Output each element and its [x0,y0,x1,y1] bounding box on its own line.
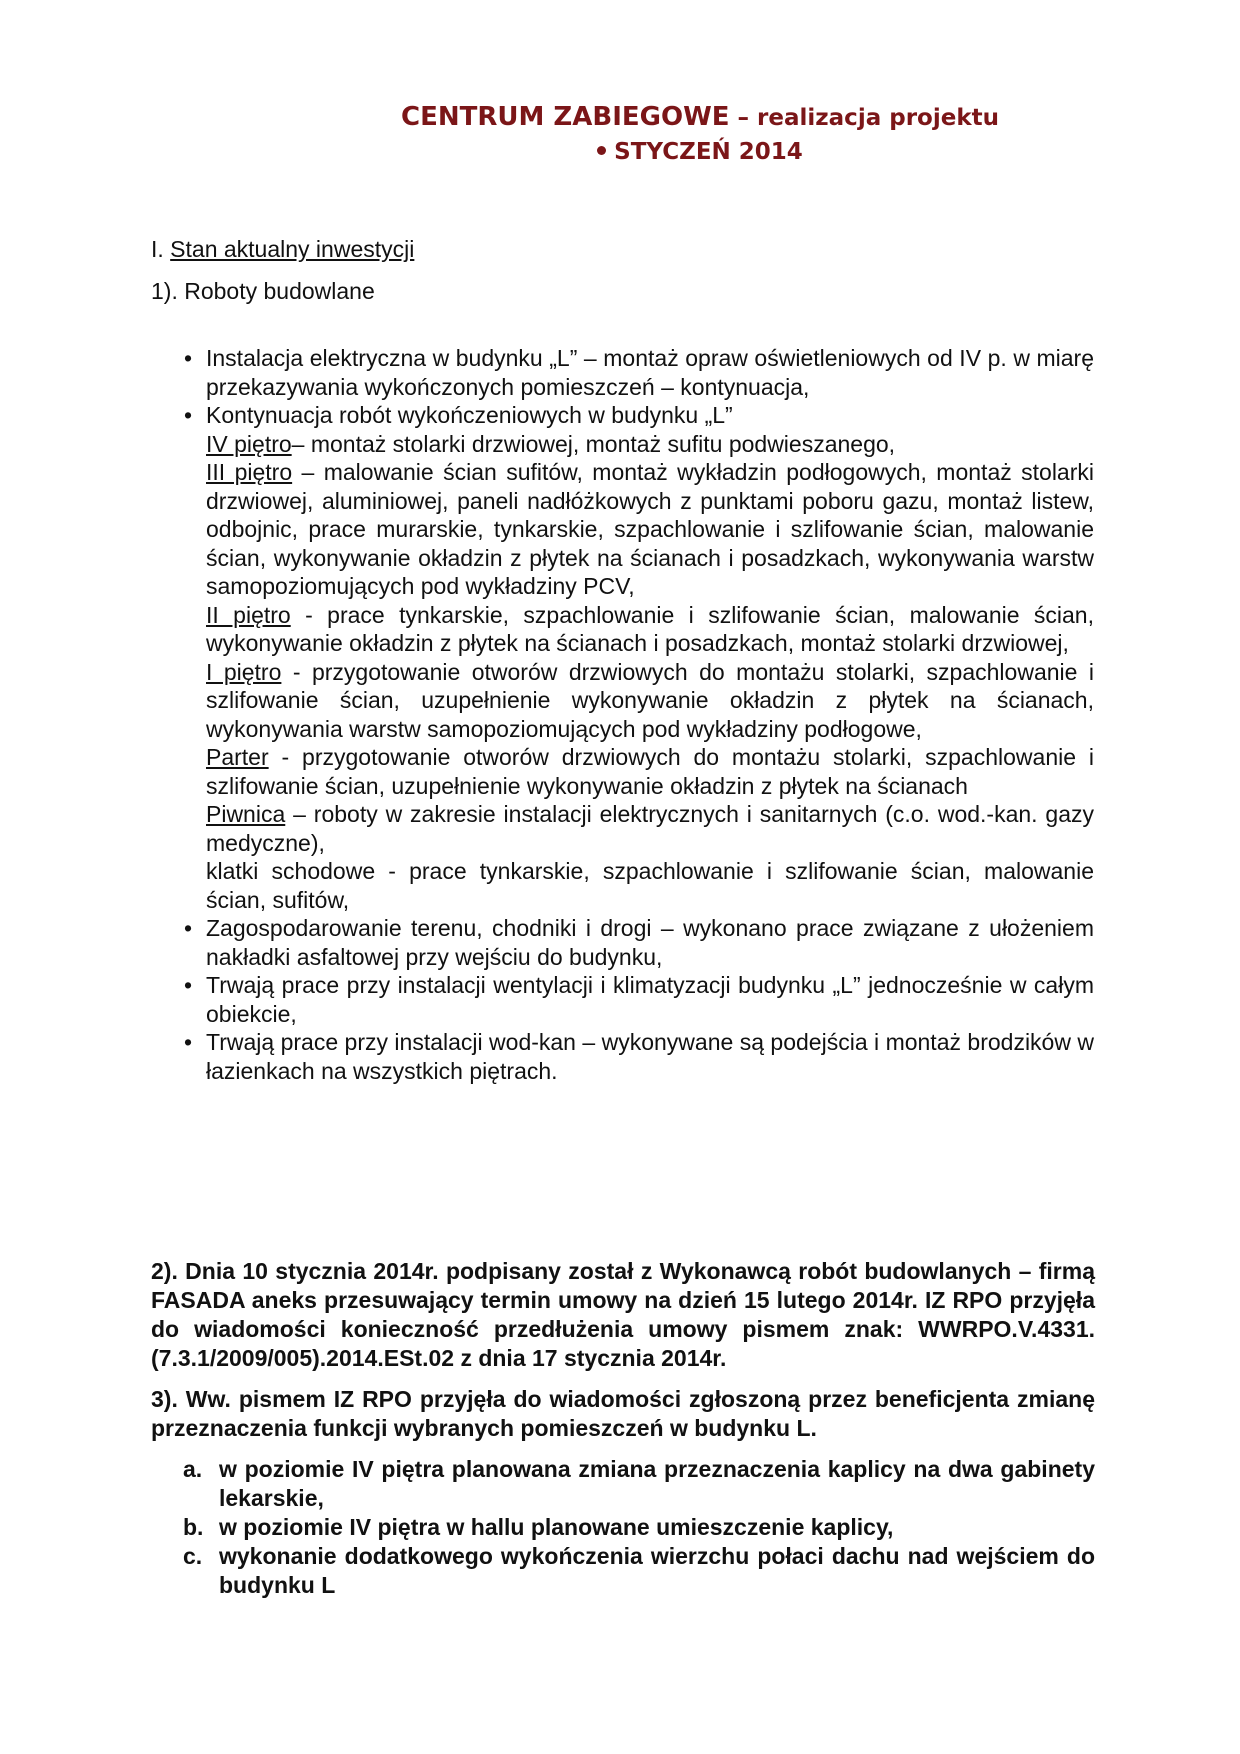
floor-entry-iii [206,458,1094,601]
floor-entry-stairs: klatki schodowe - prace tynkarskie, szpachlowanie i szlifowanie ścian, malowanie ścian, sufitów, [206,858,1094,913]
paragraph-annex: 2). Dnia 10 stycznia 2014r. podpisany został z Wykonawcą robót budowlanych – firmą FASADA aneks przesuwający termin umowy na dzień 15 lutego 2014r. IZ RPO przyjęła do wiadomości konieczność przedłużenia umowy pismem znak: WWRPO.V.4331.(7.3.1/2009/005).2014.ESt.02 z dnia 17 stycznia 2014r. [151,1258,1095,1371]
floor-text: – roboty w zakresie instalacji elektrycznych i sanitarnych (c.o. wod.-kan. gazy medyczne), [206,801,1094,856]
alpha-item-text: w poziomie IV piętra planowana zmiana przeznaczenia kaplicy na dwa gabinety lekarskie, [219,1456,1095,1511]
list-item [184,344,1094,401]
section-heading [151,235,1095,264]
bullet-icon: • [184,345,193,371]
floor-entry-piwnica [206,800,1094,857]
title-month-line [300,135,1100,169]
floor-text: – montaż stolarki drzwiowej, montaż sufitu podwieszanego, [291,430,896,457]
title-suffix: – realizacja projektu [729,105,999,131]
floor-label: II piętro [206,601,291,628]
bullet-icon: • [184,972,193,998]
alpha-list-item [183,1455,1095,1513]
floor-label: IV piętro [206,430,292,457]
floor-text: - prace tynkarskie, szpachlowanie i szlifowanie ścian, malowanie ścian, wykonywanie okładzin z płytek na ścianach i posadzkach, montaż stolarki drzwiowej, [206,601,1094,656]
floor-label: I piętro [206,658,282,685]
sub-heading: 1). Roboty budowlane [151,278,375,304]
floor-text: - przygotowanie otworów drzwiowych do montażu stolarki, szpachlowanie i szlifowanie ścian, uzupełnienie wykonywanie okładzin z płytek na ścianach [206,744,1094,799]
section-roman: I. [151,236,171,262]
floor-entry-i [206,658,1094,744]
list-item [184,914,1094,971]
list-item [184,401,1094,914]
alpha-marker: b. [183,1514,204,1540]
title-main: CENTRUM ZABIEGOWE [401,102,730,132]
alpha-item-text: wykonanie dodatkowego wykończenia wierzchu połaci dachu nad wejściem do budynku L [219,1543,1095,1598]
alpha-item-text: w poziomie IV piętra w hallu planowane umieszczenie kaplicy, [219,1514,894,1540]
title-month: STYCZEŃ 2014 [614,139,803,165]
floor-label: III piętro [206,459,293,485]
paragraph-function-change: 3). Ww. pismem IZ RPO przyjęła do wiadomości zgłoszoną przez beneficjenta zmianę przeznaczenia funkcji wybranych pomieszczeń w budynku L. [151,1386,1095,1441]
section-heading-text: Stan aktualny inwestycji [170,236,415,262]
list-item [184,971,1094,1028]
floor-text: - przygotowanie otworów drzwiowych do montażu stolarki, szpachlowanie i szlifowanie ścian, uzupełnienie wykonywanie okładzin z płytek na ścianach, wykonywania warstw samopoziomujących pod wykładziny podłogowe, [206,658,1094,742]
list-item [184,1028,1094,1085]
list-item-text: Trwają prace przy instalacji wod-kan – wykonywane są podejścia i montaż brodzików w łazienkach na wszystkich piętrach. [206,1029,1094,1084]
list-item-text: Kontynuacja robót wykończeniowych w budynku „L” [206,402,733,428]
alpha-marker: c. [183,1543,203,1569]
floor-text: – malowanie ścian sufitów, montaż wykładzin podłogowych, montaż stolarki drzwiowej, aluminiowej, paneli nadłóżkowych z punktami poboru gazu, montaż listew, odbojnic, prace murarskie, tynkarskie, szpachlowanie i szlifowanie ścian, malowanie ścian, wykonywanie okładzin z płytek na ścianach i posadzkach, wykonywania warstw samopoziomujących pod wykładziny PCV, [206,459,1094,599]
bullet-icon: • [184,915,193,941]
list-item-text: Trwają prace przy instalacji wentylacji i klimatyzacji budynku „L” jednocześnie w całym obiekcie, [206,972,1094,1027]
bullet-icon: • [184,1029,193,1055]
alpha-list [183,1455,1095,1600]
floor-label: Piwnica [206,801,286,827]
floor-label: Parter [206,744,269,770]
bullet-dot-icon [597,146,606,155]
alpha-marker: a. [183,1456,203,1482]
floor-entry-parter [206,743,1094,800]
title-line [300,100,1100,135]
document-title [300,100,1100,169]
alpha-list-item [183,1542,1095,1600]
floor-entry-iv [206,430,1094,459]
alpha-list-item [183,1513,1095,1542]
works-bullet-list [184,344,1094,1085]
list-item-text: Zagospodarowanie terenu, chodniki i drogi – wykonano prace związane z ułożeniem nakładki asfaltowej przy wejściu do budynku, [206,915,1094,970]
list-item-text: Instalacja elektryczna w budynku „L” – montaż opraw oświetleniowych od IV p. w miarę przekazywania wykończonych pomieszczeń – kontynuacja, [206,345,1094,400]
bullet-icon: • [184,402,193,428]
floor-entry-ii [206,601,1094,658]
